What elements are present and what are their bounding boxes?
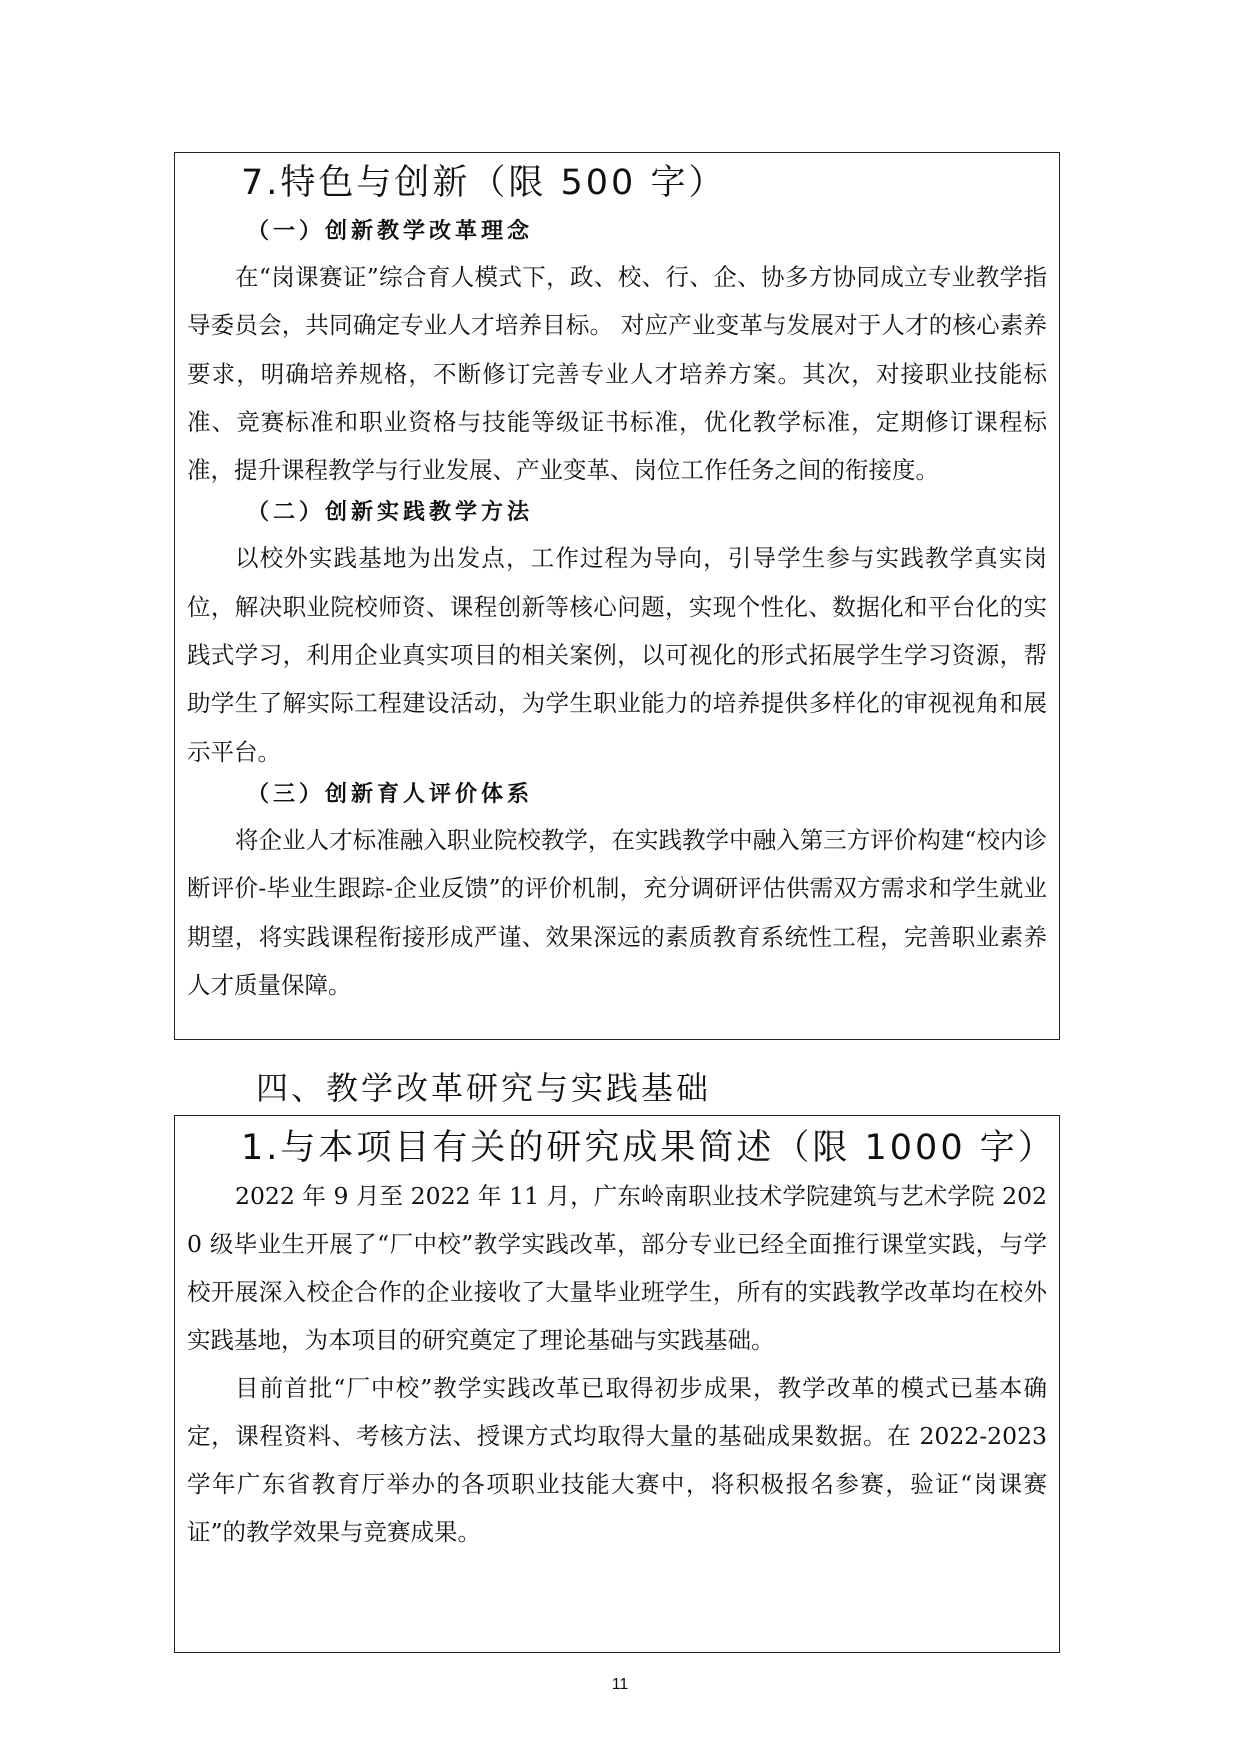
- research-results-paragraph: 目前首批“厂中校”教学实践改革已取得初步成果，教学改革的模式已基本确定，课程资料、考核方法、授课方式均取得大量的基础成果数据。在 2022-2023 学年广东省教育厅举办的各项职业技能大赛中，将积极报名参赛，验证“岗课赛证”的教学效果与竞赛成果。: [187, 1374, 1047, 1546]
- research-results-heading: 1.与本项目有关的研究成果简述（限 1000 字）: [241, 1128, 1056, 1168]
- subsection-text-evaluation-system: 将企业人才标准融入职业院校教学，在实践教学中融入第三方评价构建“校内诊断评价-毕业生跟踪-企业反馈”的评价机制，充分调研评估供需双方需求和学生就业期望，将实践课程衔接形成严谨、效果深远的素质教育系统性工程，完善职业素养人才质量保障。: [187, 825, 1047, 999]
- subsection-title-evaluation-system: （三）创新育人评价体系: [247, 781, 534, 807]
- subsection-title-teaching-reform-concept: （一）创新教学改革理念: [247, 219, 534, 244]
- features-innovation-box: [174, 152, 1060, 1040]
- page-number: 11: [611, 1676, 629, 1693]
- research-results-box: [174, 1115, 1060, 1653]
- features-innovation-heading: 7.特色与创新（限 500 字）: [241, 163, 727, 203]
- section-title: 四、教学改革研究与实践基础: [256, 1069, 712, 1107]
- subsection-text-teaching-reform-concept: 在“岗课赛证”综合育人模式下，政、校、行、企、协多方协同成立专业教学指导委员会，共同确定专业人才培养目标。 对应产业变革与发展对于人才的核心素养要求，明确培养规格，不断修订完善专业人才培养方案。其次，对接职业技能标准、竞赛标准和职业资格与技能等级证书标准，优化教学标准，定期修订课程标准，提升课程教学与行业发展、产业变革、岗位工作任务之间的衔接度。: [187, 263, 1047, 485]
- subsection-text-practice-teaching-method: 以校外实践基地为出发点，工作过程为导向，引导学生参与实践教学真实岗位，解决职业院校师资、课程创新等核心问题，实现个性化、数据化和平台化的实践式学习，利用企业真实项目的相关案例，以可视化的形式拓展学生学习资源，帮助学生了解实际工程建设活动，为学生职业能力的培养提供多样化的审视视角和展示平台。: [187, 544, 1047, 766]
- research-results-paragraph: 2022 年 9 月至 2022 年 11 月，广东岭南职业技术学院建筑与艺术学院 2020 级毕业生开展了“厂中校”教学实践改革，部分专业已经全面推行课堂实践，与学校开展深入校企合作的企业接收了大量毕业班学生，所有的实践教学改革均在校外实践基地，为本项目的研究奠定了理论基础与实践基础。: [187, 1182, 1047, 1354]
- subsection-title-practice-teaching-method: （二）创新实践教学方法: [247, 500, 534, 526]
